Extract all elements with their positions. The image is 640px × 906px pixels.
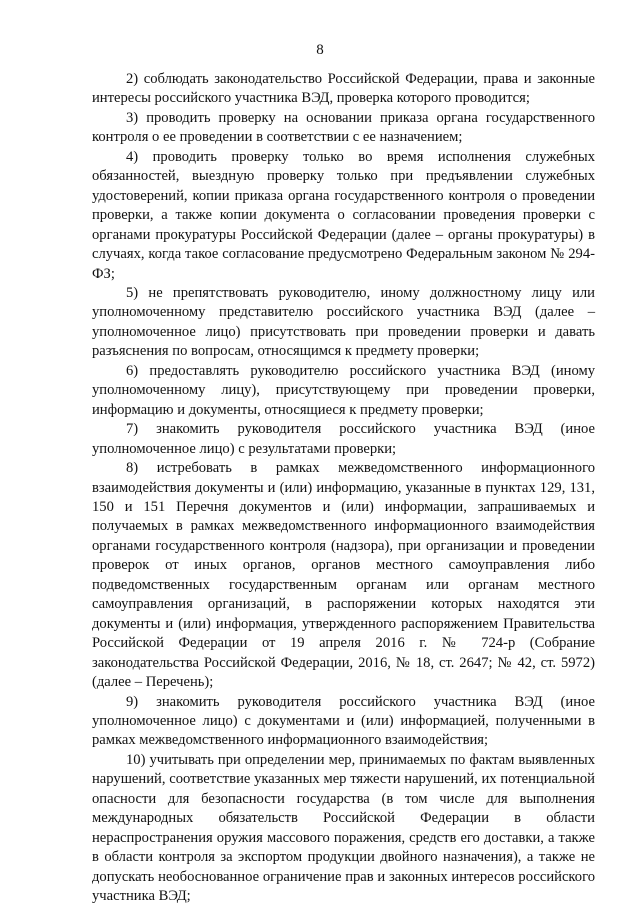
paragraph-item-5: 5) не препятствовать руководителю, иному должностному лицу или уполномоченному представителю российского участника ВЭД (далее – уполномоченное лицо) присутствовать при проведении проверки и давать разъяснения по вопросам, относящимся к предмету проверки; <box>92 284 595 360</box>
paragraph-item-10: 10) учитывать при определении мер, принимаемых по фактам выявленных нарушений, соответствие указанных мер тяжести нарушений, их потенциальной опасности для безопасности государства (в том числе для выполнения международных обязательств Российской Федерации в области нераспространения оружия массового поражения, средств его доставки, а также в области контроля за экспортом продукции двойного назначения), а также не допускать необоснованное ограничение прав и законных интересов российского участника ВЭД; <box>92 751 595 905</box>
paragraph-item-6: 6) предоставлять руководителю российского участника ВЭД (иному уполномоченному лицу), присутствующему при проведении проверки, информацию и документы, относящиеся к предмету проверки; <box>92 362 595 418</box>
document-body <box>92 70 595 906</box>
paragraph-item-8: 8) истребовать в рамках межведомственного информационного взаимодействия документы и (или) информацию, указанные в пунктах 129, 131, 150 и 151 Перечня документов и (или) информации, запрашиваемых и получаемых в рамках межведомственного информационного взаимодействия органами государственного контроля (надзора), при организации и проведении проверок от иных органов, органов местного самоуправления либо подведомственных государственным органам или органам местного самоуправления организаций, в распоряжении которых находятся эти документы и (или) информация, утвержденного распоряжением Правительства Российской Федерации от 19 апреля 2016 г. № 724-р (Собрание законодательства Российской Федерации, 2016, № 18, ст. 2647; № 42, ст. 5972) (далее – Перечень); <box>92 460 595 691</box>
paragraph-item-2: 2) соблюдать законодательство Российской Федерации, права и законные интересы российского участника ВЭД, проверка которого проводится; <box>92 71 595 107</box>
paragraph-item-4: 4) проводить проверку только во время исполнения служебных обязанностей, выездную проверку только при предъявлении служебных удостоверений, копии приказа органа государственного контроля о проведении проверки, а также копии документа о согласовании проведения проверки с органами прокуратуры Российской Федерации (далее – органы прокуратуры) в случаях, когда такое согласование предусмотрено Федеральным законом № 294-ФЗ; <box>92 148 595 282</box>
paragraph-item-3: 3) проводить проверку на основании приказа органа государственного контроля о ее проведении в соответствии с ее назначением; <box>92 109 595 146</box>
paragraph-item-9: 9) знакомить руководителя российского участника ВЭД (иное уполномоченное лицо) с документами и (или) информацией, полученными в рамках межведомственного информационного взаимодействия; <box>92 693 595 749</box>
paragraph-item-7: 7) знакомить руководителя российского участника ВЭД (иное уполномоченное лицо) с результатами проверки; <box>92 421 595 457</box>
page-number: 8 <box>316 42 324 58</box>
